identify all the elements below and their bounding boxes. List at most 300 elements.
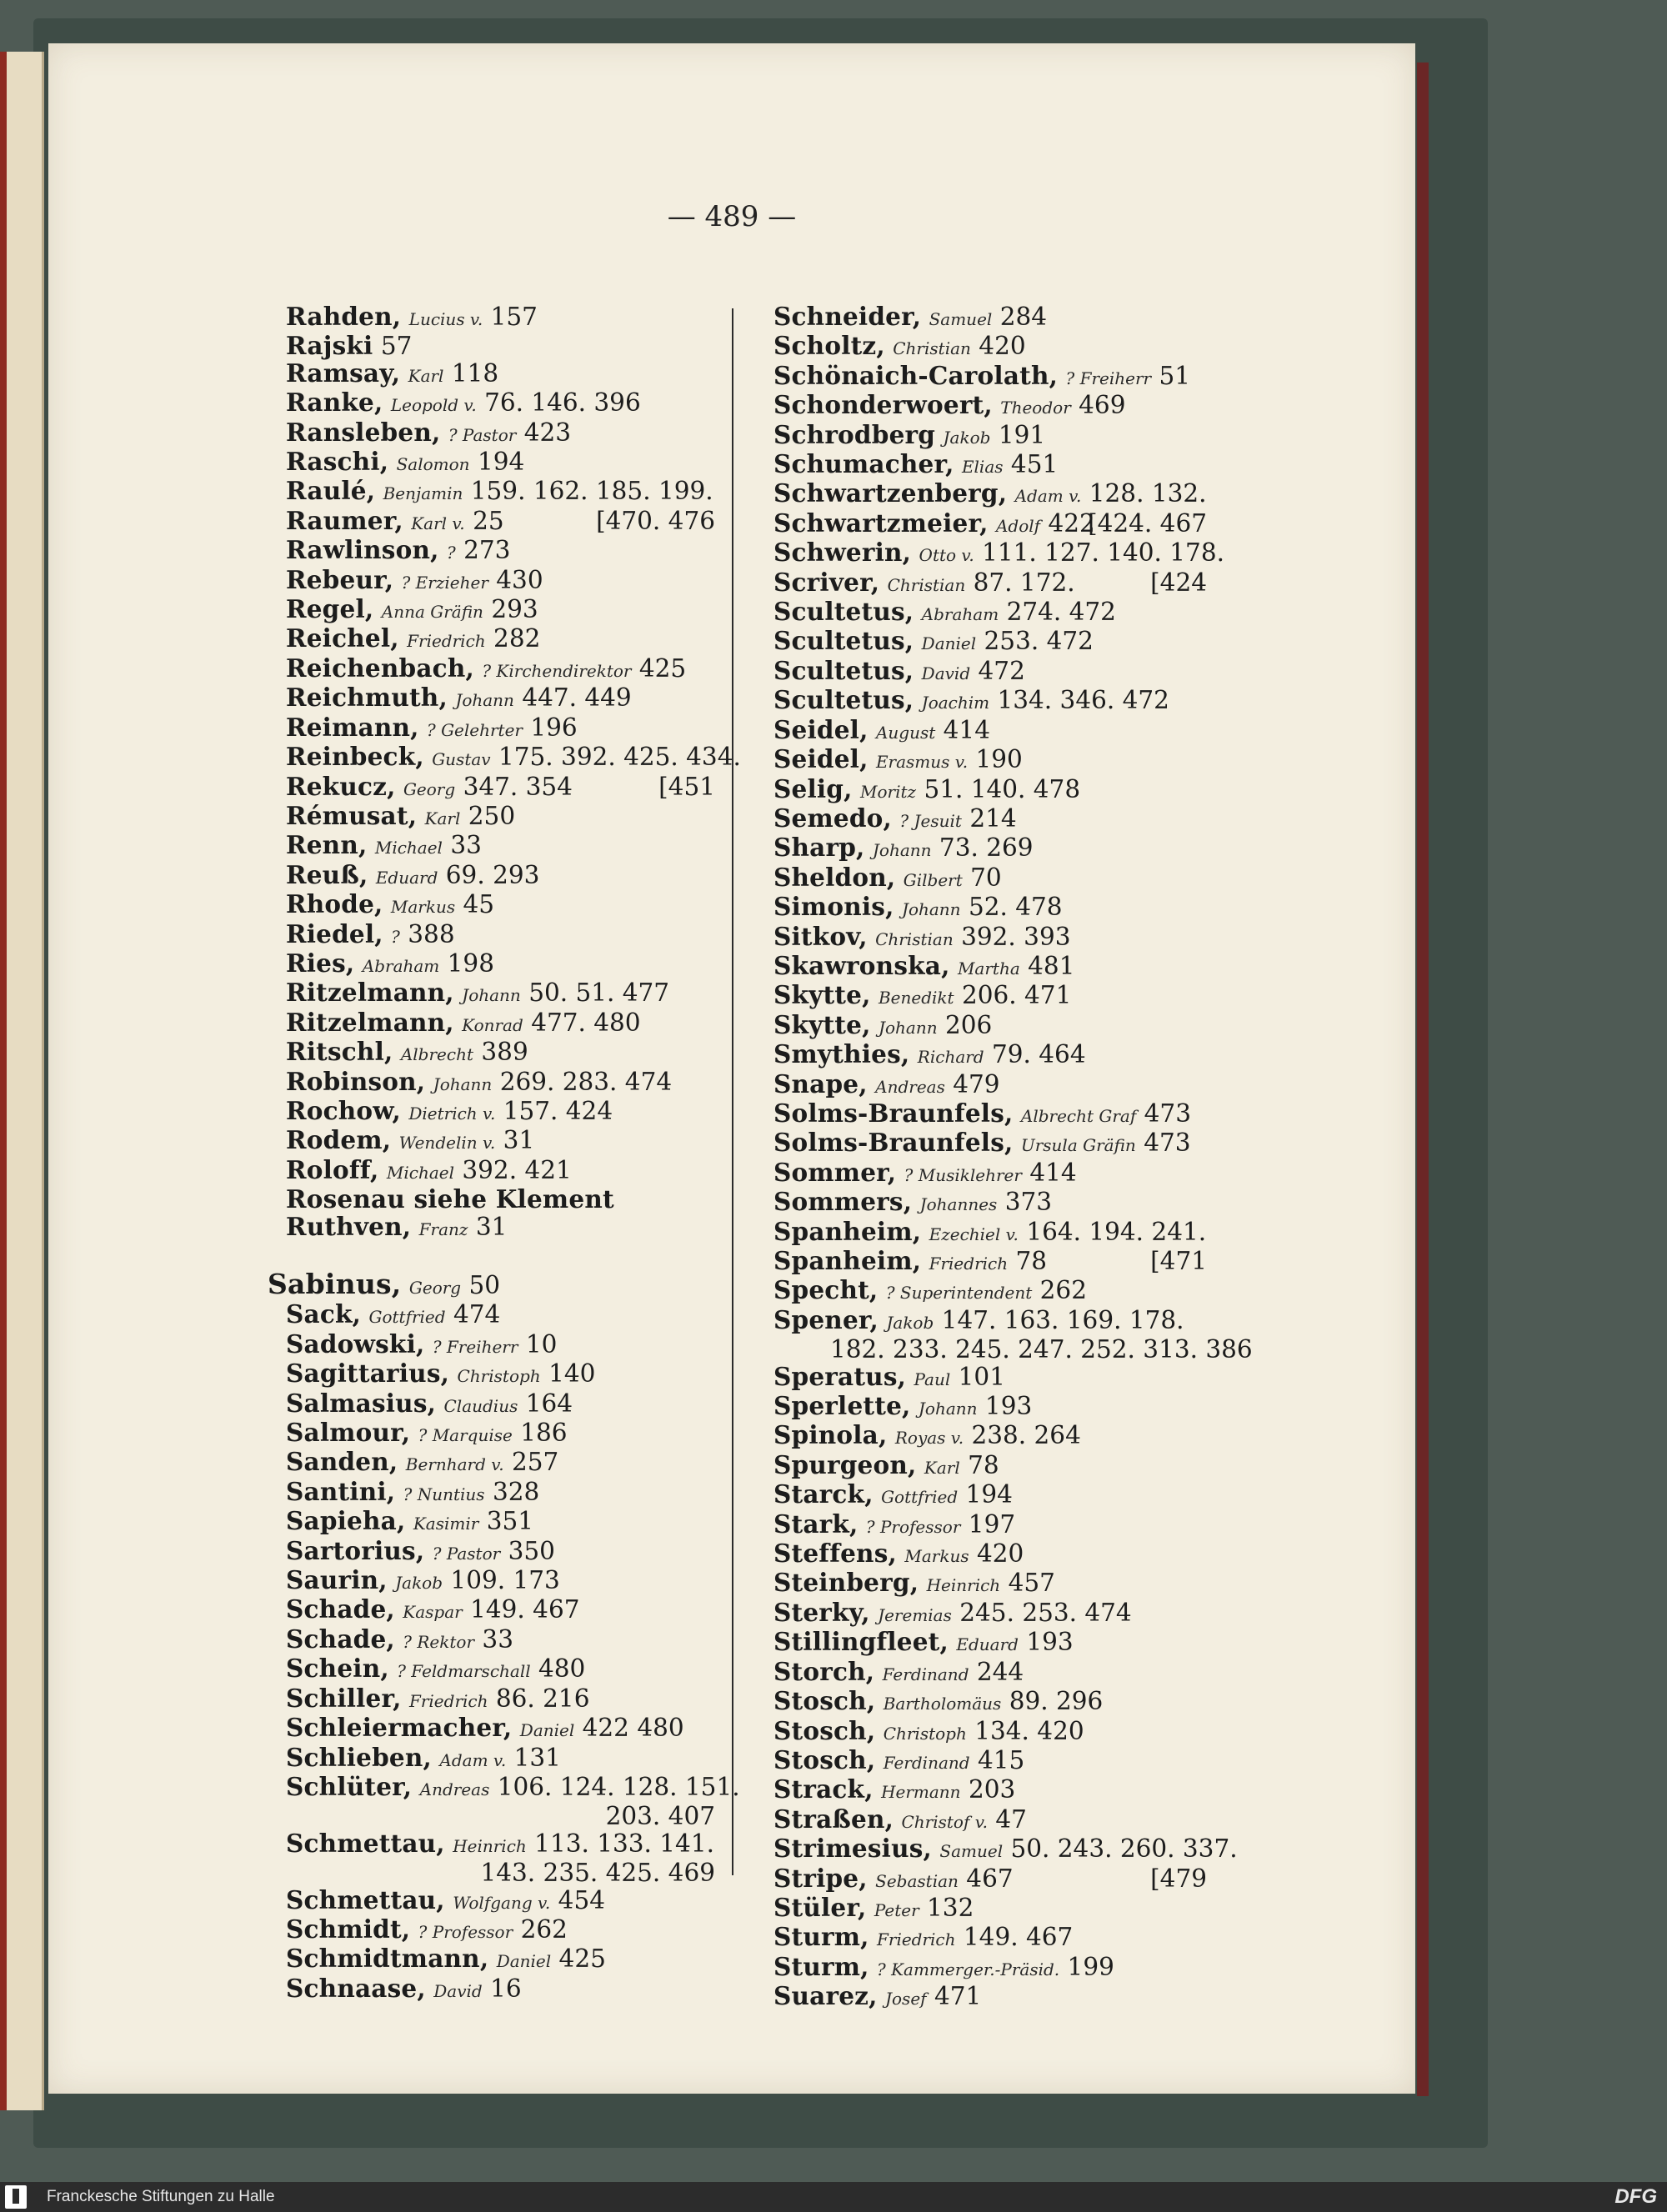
index-entry	[773, 1129, 1207, 1159]
index-entry	[773, 1629, 1207, 1658]
index-entry	[773, 1422, 1207, 1451]
entry-surname: Schmidt,	[286, 1914, 411, 1944]
entry-given-name: Jeremias	[878, 1604, 952, 1625]
entry-page-refs: 328	[492, 1477, 540, 1506]
entry-given-name: ? Gelehrter	[426, 719, 523, 740]
entry-surname: Reinbeck,	[286, 742, 424, 772]
entry-given-name: Johannes	[919, 1194, 998, 1215]
index-entry	[773, 360, 1207, 392]
index-entry	[286, 1360, 715, 1389]
entry-page-refs: 33	[450, 831, 482, 860]
entry-given-name: Sebastian	[875, 1870, 959, 1891]
index-entry	[286, 303, 715, 333]
index-entry	[773, 1041, 1207, 1070]
index-entry	[286, 859, 715, 891]
entry-surname: Schlieben,	[286, 1742, 433, 1772]
index-entry	[286, 1884, 715, 1916]
entry-page-refs: 79. 464	[992, 1040, 1086, 1069]
entry-page-refs-overflow: [470. 476	[596, 506, 715, 535]
entry-given-name: Richard	[917, 1047, 984, 1068]
entry-given-name: ? Jesuit	[899, 810, 962, 831]
entry-surname: Stosch,	[773, 1686, 876, 1716]
entry-surname: Sperlette,	[773, 1391, 911, 1421]
entry-given-name: Christof v.	[901, 1811, 989, 1832]
entry-page-refs: 481	[1028, 951, 1075, 980]
index-entry	[773, 1449, 1207, 1481]
entry-page-refs: 373	[1004, 1188, 1053, 1217]
entry-given-name: Heinrich	[453, 1835, 527, 1856]
entry-surname: Smythies,	[773, 1039, 910, 1069]
entry-page-refs: 471	[934, 1982, 982, 2011]
entry-surname: Sturm,	[773, 1922, 869, 1952]
entry-given-name: Anna Gräfin	[381, 602, 483, 623]
entry-given-name: Paul	[914, 1369, 951, 1389]
index-entry	[286, 655, 715, 684]
index-entry	[286, 564, 715, 596]
entry-surname: Rémusat,	[286, 800, 418, 830]
entry-surname: Sagittarius,	[286, 1359, 450, 1389]
entry-given-name: Samuel	[929, 309, 993, 329]
entry-given-name: ? Freiherr	[1065, 368, 1152, 388]
entry-page-refs: 194	[477, 448, 525, 477]
entry-surname: Schonderwoert,	[773, 390, 993, 420]
entry-given-name: ? Superintendent	[885, 1283, 1033, 1304]
index-entry	[773, 1361, 1207, 1393]
entry-given-name: Karl	[924, 1457, 960, 1478]
entry-page-refs: 420	[977, 1539, 1024, 1569]
entry-surname: Ramsay,	[286, 358, 401, 388]
entry-page-refs: 106. 124. 128. 151.	[497, 1772, 740, 1801]
entry-page-refs: 388	[408, 919, 455, 948]
index-entry	[286, 1476, 715, 1508]
entry-surname: Starck,	[773, 1479, 874, 1509]
entry-given-name: Elias	[961, 457, 1004, 478]
entry-given-name: ? Musiklehrer	[904, 1164, 1022, 1185]
entry-page-refs: 118	[451, 358, 499, 388]
entry-page-refs: 238. 264	[971, 1421, 1081, 1450]
entry-given-name: Adam v.	[439, 1749, 507, 1770]
entry-surname: Skytte,	[773, 980, 871, 1010]
entry-surname: Semedo,	[773, 803, 893, 833]
entry-surname: Robinson,	[286, 1066, 426, 1096]
entry-surname: Strimesius,	[773, 1834, 933, 1864]
entry-surname: Schmettau,	[286, 1884, 445, 1914]
index-entry	[773, 1248, 1207, 1277]
entry-page-refs: 477. 480	[531, 1008, 641, 1037]
entry-page-refs: 257	[511, 1448, 559, 1477]
entry-given-name: ? Professor	[865, 1516, 961, 1537]
entry-given-name: Joachim	[921, 693, 990, 713]
index-entry	[286, 1744, 715, 1774]
entry-surname: Rekucz,	[286, 771, 396, 801]
entry-page-refs: 147. 163. 169. 178.	[941, 1305, 1184, 1334]
entry-page-refs: 193	[1026, 1628, 1074, 1657]
entry-surname: Schmidtmann,	[286, 1944, 489, 1974]
entry-surname: Scriver,	[773, 567, 880, 597]
entry-given-name: Otto v.	[919, 545, 974, 566]
entry-page-refs: 422	[1048, 508, 1095, 538]
index-entry	[286, 448, 715, 478]
entry-page-refs: 51	[1159, 361, 1191, 390]
entry-page-refs-overflow: [424	[1150, 568, 1207, 597]
entry-given-name: Abraham	[362, 955, 440, 976]
entry-surname: Stark,	[773, 1509, 859, 1539]
index-entry	[286, 714, 715, 743]
entry-given-name: ? Freiherr	[432, 1336, 518, 1357]
index-entry	[773, 1216, 1207, 1248]
entry-given-name: Benjamin	[383, 483, 463, 504]
entry-page-refs: 164. 194. 241.	[1026, 1217, 1207, 1246]
entry-surname: Raumer,	[286, 505, 403, 535]
entry-surname: Rebeur,	[286, 564, 394, 594]
entry-page-refs: 57	[380, 332, 413, 361]
index-entry	[286, 1596, 715, 1625]
entry-page-refs: 140	[548, 1359, 596, 1389]
index-entry	[286, 1449, 715, 1478]
entry-surname: Santini,	[286, 1476, 396, 1506]
entry-surname: Spurgeon,	[773, 1449, 917, 1479]
entry-given-name: ? Feldmarschall	[397, 1661, 531, 1682]
entry-surname: Regel,	[286, 594, 374, 624]
entry-given-name: Theodor	[1000, 398, 1071, 418]
index-entry	[773, 392, 1207, 421]
entry-given-name: ? Pastor	[432, 1543, 501, 1564]
entry-given-name: Heinrich	[926, 1575, 1001, 1596]
entry-page-refs: 111. 127. 140. 178.	[982, 538, 1224, 568]
entry-surname: Sheldon,	[773, 862, 896, 892]
entry-surname: Spanheim,	[773, 1246, 922, 1275]
index-entry	[286, 1975, 715, 2004]
entry-surname: Ruthven,	[286, 1211, 412, 1241]
entry-surname: Sterky,	[773, 1597, 870, 1627]
index-entry	[286, 1301, 715, 1330]
entry-page-refs: 78	[1015, 1247, 1048, 1275]
entry-given-name: Eduard	[375, 867, 438, 888]
entry-page-refs: 245. 253. 474	[959, 1598, 1132, 1627]
entry-page-refs: 422 480	[582, 1714, 684, 1743]
entry-page-refs: 109. 173	[450, 1566, 560, 1595]
entry-given-name: ?	[391, 926, 400, 947]
entry-surname: Schade,	[286, 1624, 395, 1654]
entry-page-refs: 86. 216	[495, 1684, 590, 1713]
entry-surname: Skawronska,	[773, 950, 950, 980]
entry-given-name: Friedrich	[929, 1254, 1009, 1274]
index-entry	[773, 333, 1207, 362]
entry-surname: Sack,	[286, 1299, 362, 1329]
entry-page-refs: 31	[503, 1126, 535, 1155]
index-entry	[286, 1095, 715, 1127]
entry-surname: Sanden,	[286, 1447, 398, 1477]
index-entry	[773, 805, 1207, 834]
entry-page-refs: 420	[979, 332, 1026, 361]
index-entry	[286, 1068, 715, 1098]
entry-given-name: ? Pastor	[448, 424, 517, 445]
entry-page-refs: 33	[482, 1624, 513, 1654]
entry-surname: Stüler,	[773, 1892, 867, 1922]
entry-surname: Salmasius,	[286, 1388, 437, 1418]
index-entry	[773, 1277, 1207, 1306]
entry-surname: Salmour,	[286, 1418, 411, 1448]
entry-surname: Stosch,	[773, 1744, 876, 1774]
entry-given-name: Christian	[887, 574, 966, 595]
entry-surname: Sabinus,	[268, 1268, 402, 1300]
entry-given-name: Gustav	[432, 749, 491, 770]
entry-given-name: Gilbert	[903, 869, 963, 890]
index-entry	[773, 1656, 1207, 1688]
entry-page-refs: 415	[977, 1745, 1025, 1774]
entry-surname: Renn,	[286, 830, 368, 860]
entry-page-refs-overflow: [451	[658, 772, 715, 801]
index-entry	[286, 1390, 715, 1419]
entry-page-refs: 194	[965, 1480, 1013, 1509]
entry-page-refs: 157. 424	[503, 1096, 613, 1125]
entry-page-refs: 203	[968, 1775, 1016, 1804]
index-entry	[773, 1776, 1207, 1805]
index-entry	[773, 834, 1207, 863]
index-entry	[286, 800, 715, 832]
index-entry	[286, 979, 715, 1008]
index-entry	[773, 1983, 1207, 2012]
entry-given-name: Ursula Gräfin	[1020, 1135, 1136, 1156]
index-entry	[286, 1154, 715, 1186]
entry-surname: Ranke,	[286, 388, 383, 418]
entry-page-refs: 131	[513, 1743, 561, 1772]
index-entry	[773, 1511, 1207, 1540]
entry-given-name: Johann	[433, 1073, 493, 1094]
entry-given-name: Andreas	[875, 1076, 945, 1097]
index-entry	[286, 1186, 715, 1213]
entry-given-name: Franz	[418, 1219, 468, 1239]
entry-surname: Reichenbach,	[286, 653, 474, 683]
index-column-left	[268, 302, 741, 2004]
index-entry	[773, 1951, 1207, 1983]
entry-page-refs: 78	[968, 1450, 999, 1479]
entry-given-name: Albrecht	[400, 1044, 474, 1065]
entry-page-refs: 293	[491, 595, 538, 624]
index-entry	[286, 505, 715, 537]
entry-surname: Reichmuth,	[286, 683, 448, 713]
entry-given-name: Daniel	[519, 1720, 575, 1741]
entry-page-refs: 16	[490, 1974, 522, 2003]
entry-given-name: Christian	[875, 928, 954, 949]
entry-given-name: Friedrich	[407, 631, 486, 652]
index-entry-continuation: 203. 407	[605, 1802, 715, 1831]
entry-page-refs: 89. 296	[1009, 1687, 1104, 1716]
entry-surname: Sommers,	[773, 1187, 913, 1217]
entry-surname: Schwartzmeier,	[773, 508, 989, 538]
index-entry	[773, 864, 1207, 893]
entry-surname: Seidel,	[773, 714, 869, 744]
entry-given-name: Wolfgang v.	[453, 1892, 551, 1913]
entry-given-name: Abraham	[921, 604, 999, 625]
entry-surname: Schrodberg	[773, 419, 936, 449]
entry-page-refs-overflow: [471	[1150, 1247, 1207, 1275]
entry-page-refs: 73. 269	[939, 833, 1034, 863]
entry-surname: Schade,	[286, 1594, 395, 1624]
entry-surname: Scultetus,	[773, 685, 914, 715]
index-entry	[286, 596, 715, 625]
entry-given-name: Adam v.	[1014, 486, 1082, 507]
entry-page-refs: 262	[520, 1914, 568, 1944]
entry-page-refs: 190	[975, 745, 1023, 774]
entry-page-refs: 274. 472	[1006, 598, 1116, 627]
section-gap	[286, 1243, 715, 1271]
index-entry	[773, 1100, 1207, 1129]
index-entry	[286, 1771, 740, 1803]
entry-page-refs: 51. 140. 478	[924, 774, 1081, 803]
entry-page-refs: 392. 393	[961, 922, 1071, 951]
entry-surname: Skytte,	[773, 1009, 871, 1039]
index-entry	[773, 1599, 1207, 1629]
entry-given-name: Friedrich	[877, 1929, 956, 1950]
entry-given-name: Leopold v.	[390, 395, 477, 416]
index-entry	[773, 1159, 1207, 1189]
index-entry	[286, 389, 715, 418]
entry-surname: Ries,	[286, 948, 355, 978]
index-entry	[286, 1211, 715, 1243]
entry-page-refs: 454	[558, 1885, 605, 1914]
index-entry	[773, 480, 1207, 509]
entry-surname: Saurin,	[286, 1565, 388, 1595]
index-entry	[773, 598, 1207, 628]
entry-page-refs: 149. 467	[470, 1595, 580, 1624]
entry-given-name: Gottfried	[881, 1487, 959, 1508]
index-entry	[773, 655, 1207, 687]
entry-surname: Storch,	[773, 1656, 875, 1686]
entry-given-name: Karl	[408, 365, 444, 386]
index-entry	[773, 746, 1207, 775]
entry-surname: Stosch,	[773, 1715, 876, 1745]
index-entry	[286, 1038, 715, 1068]
entry-surname: Schumacher,	[773, 449, 954, 479]
entry-page-refs: 159. 162. 185. 199.	[470, 477, 713, 506]
entry-surname: Schwerin,	[773, 538, 912, 568]
index-entry	[773, 1569, 1207, 1599]
entry-page-refs: 451	[1010, 450, 1059, 479]
index-entry	[286, 537, 715, 566]
index-entry	[286, 1508, 715, 1537]
entry-page-refs: 31	[475, 1212, 508, 1241]
entry-page-refs: 262	[1039, 1276, 1087, 1305]
entry-page-refs: 128. 132.	[1089, 479, 1207, 508]
index-entry	[773, 923, 1207, 953]
entry-given-name: Johann	[918, 1399, 978, 1419]
entry-given-name: Jakob	[395, 1573, 443, 1594]
entry-given-name: Bartholomäus	[883, 1694, 1002, 1714]
entry-page-refs: 447. 449	[522, 683, 632, 713]
entry-given-name: Christian	[893, 338, 971, 359]
entry-given-name: Erasmus v.	[875, 752, 969, 773]
entry-given-name: Konrad	[462, 1014, 523, 1035]
index-entry	[773, 950, 1207, 982]
entry-page-refs: 351	[486, 1507, 534, 1536]
entry-page-refs: 52. 478	[968, 893, 1063, 922]
entry-surname: Spinola,	[773, 1420, 888, 1450]
entry-surname: Reichel,	[286, 623, 399, 653]
index-entry	[773, 1009, 1207, 1041]
entry-given-name: ?	[446, 543, 456, 563]
entry-page-refs: 76. 146. 396	[484, 388, 641, 418]
viewer-footer	[0, 2182, 1667, 2212]
entry-page-refs-overflow: [479	[1150, 1864, 1207, 1893]
entry-given-name: Johann	[462, 985, 521, 1006]
index-entry	[773, 1068, 1207, 1100]
entry-page-refs: 87. 172.	[973, 568, 1075, 597]
entry-surname: Roloff,	[286, 1154, 379, 1184]
entry-page-refs: 50	[468, 1271, 501, 1299]
entry-surname: Steffens,	[773, 1539, 897, 1569]
entry-page-refs: 206	[944, 1010, 993, 1039]
entry-given-name: Karl	[424, 808, 461, 828]
entry-given-name: David	[433, 1980, 483, 2001]
entry-given-name: Dietrich v.	[408, 1103, 496, 1124]
entry-surname: Scultetus,	[773, 597, 914, 627]
index-entry	[286, 1655, 715, 1684]
entry-given-name: Royas v.	[894, 1428, 964, 1449]
entry-given-name: Lucius v.	[408, 309, 483, 329]
entry-given-name: Karl v.	[411, 513, 465, 533]
entry-surname: Speratus,	[773, 1361, 907, 1391]
entry-page-refs: 392. 421	[462, 1155, 572, 1184]
entry-surname: Reimann,	[286, 712, 419, 742]
entry-surname: Simonis,	[773, 892, 894, 922]
entry-given-name: Michael	[386, 1162, 454, 1183]
entry-page-refs: 244	[976, 1657, 1024, 1686]
entry-given-name: Georg	[408, 1278, 462, 1298]
entry-given-name: Ezechiel v.	[929, 1224, 1019, 1244]
entry-given-name: Claudius	[443, 1395, 518, 1416]
entry-surname: Spanheim,	[773, 1216, 922, 1246]
entry-surname: Solms-Braunfels,	[773, 1128, 1014, 1158]
entry-surname: Sadowski,	[286, 1329, 425, 1359]
entry-page-refs: 467	[966, 1864, 1014, 1893]
page-number: — 489 —	[667, 200, 797, 233]
index-entry	[286, 419, 715, 448]
index-entry	[286, 1535, 715, 1567]
page-edge-red	[0, 52, 7, 2110]
index-entry	[286, 1916, 715, 1945]
entry-surname: Sturm,	[773, 1951, 869, 1981]
index-entry	[286, 1567, 715, 1596]
entry-surname: Ritschl,	[286, 1037, 393, 1067]
entry-given-name: August	[875, 722, 936, 743]
index-entry	[286, 950, 715, 979]
index-entry	[286, 1419, 715, 1449]
entry-page-refs: 269. 283. 474	[499, 1067, 673, 1096]
index-entry	[286, 360, 715, 389]
entry-given-name: Daniel	[921, 633, 977, 654]
entry-surname: Snape,	[773, 1068, 868, 1098]
entry-given-name: ? Nuntius	[403, 1484, 485, 1504]
entry-given-name: ? Professor	[418, 1921, 513, 1942]
entry-surname: Rajski	[286, 331, 373, 361]
entry-given-name: Salomon	[396, 454, 470, 475]
entry-surname: Schiller,	[286, 1683, 402, 1713]
entry-surname: Sartorius,	[286, 1535, 425, 1565]
entry-page-refs: 193	[984, 1392, 1033, 1421]
entry-given-name: Martha	[957, 958, 1020, 978]
entry-surname: Strack,	[773, 1774, 874, 1804]
index-entry	[773, 1688, 1207, 1717]
entry-given-name: Ferdinand	[883, 1752, 970, 1773]
index-entry	[773, 419, 1207, 451]
entry-page-refs: 198	[447, 948, 494, 978]
index-entry	[286, 684, 715, 713]
index-entry	[773, 1304, 1207, 1336]
index-entry	[773, 569, 1207, 598]
entry-surname: Spener,	[773, 1304, 879, 1334]
entry-surname: Schlüter,	[286, 1771, 413, 1801]
